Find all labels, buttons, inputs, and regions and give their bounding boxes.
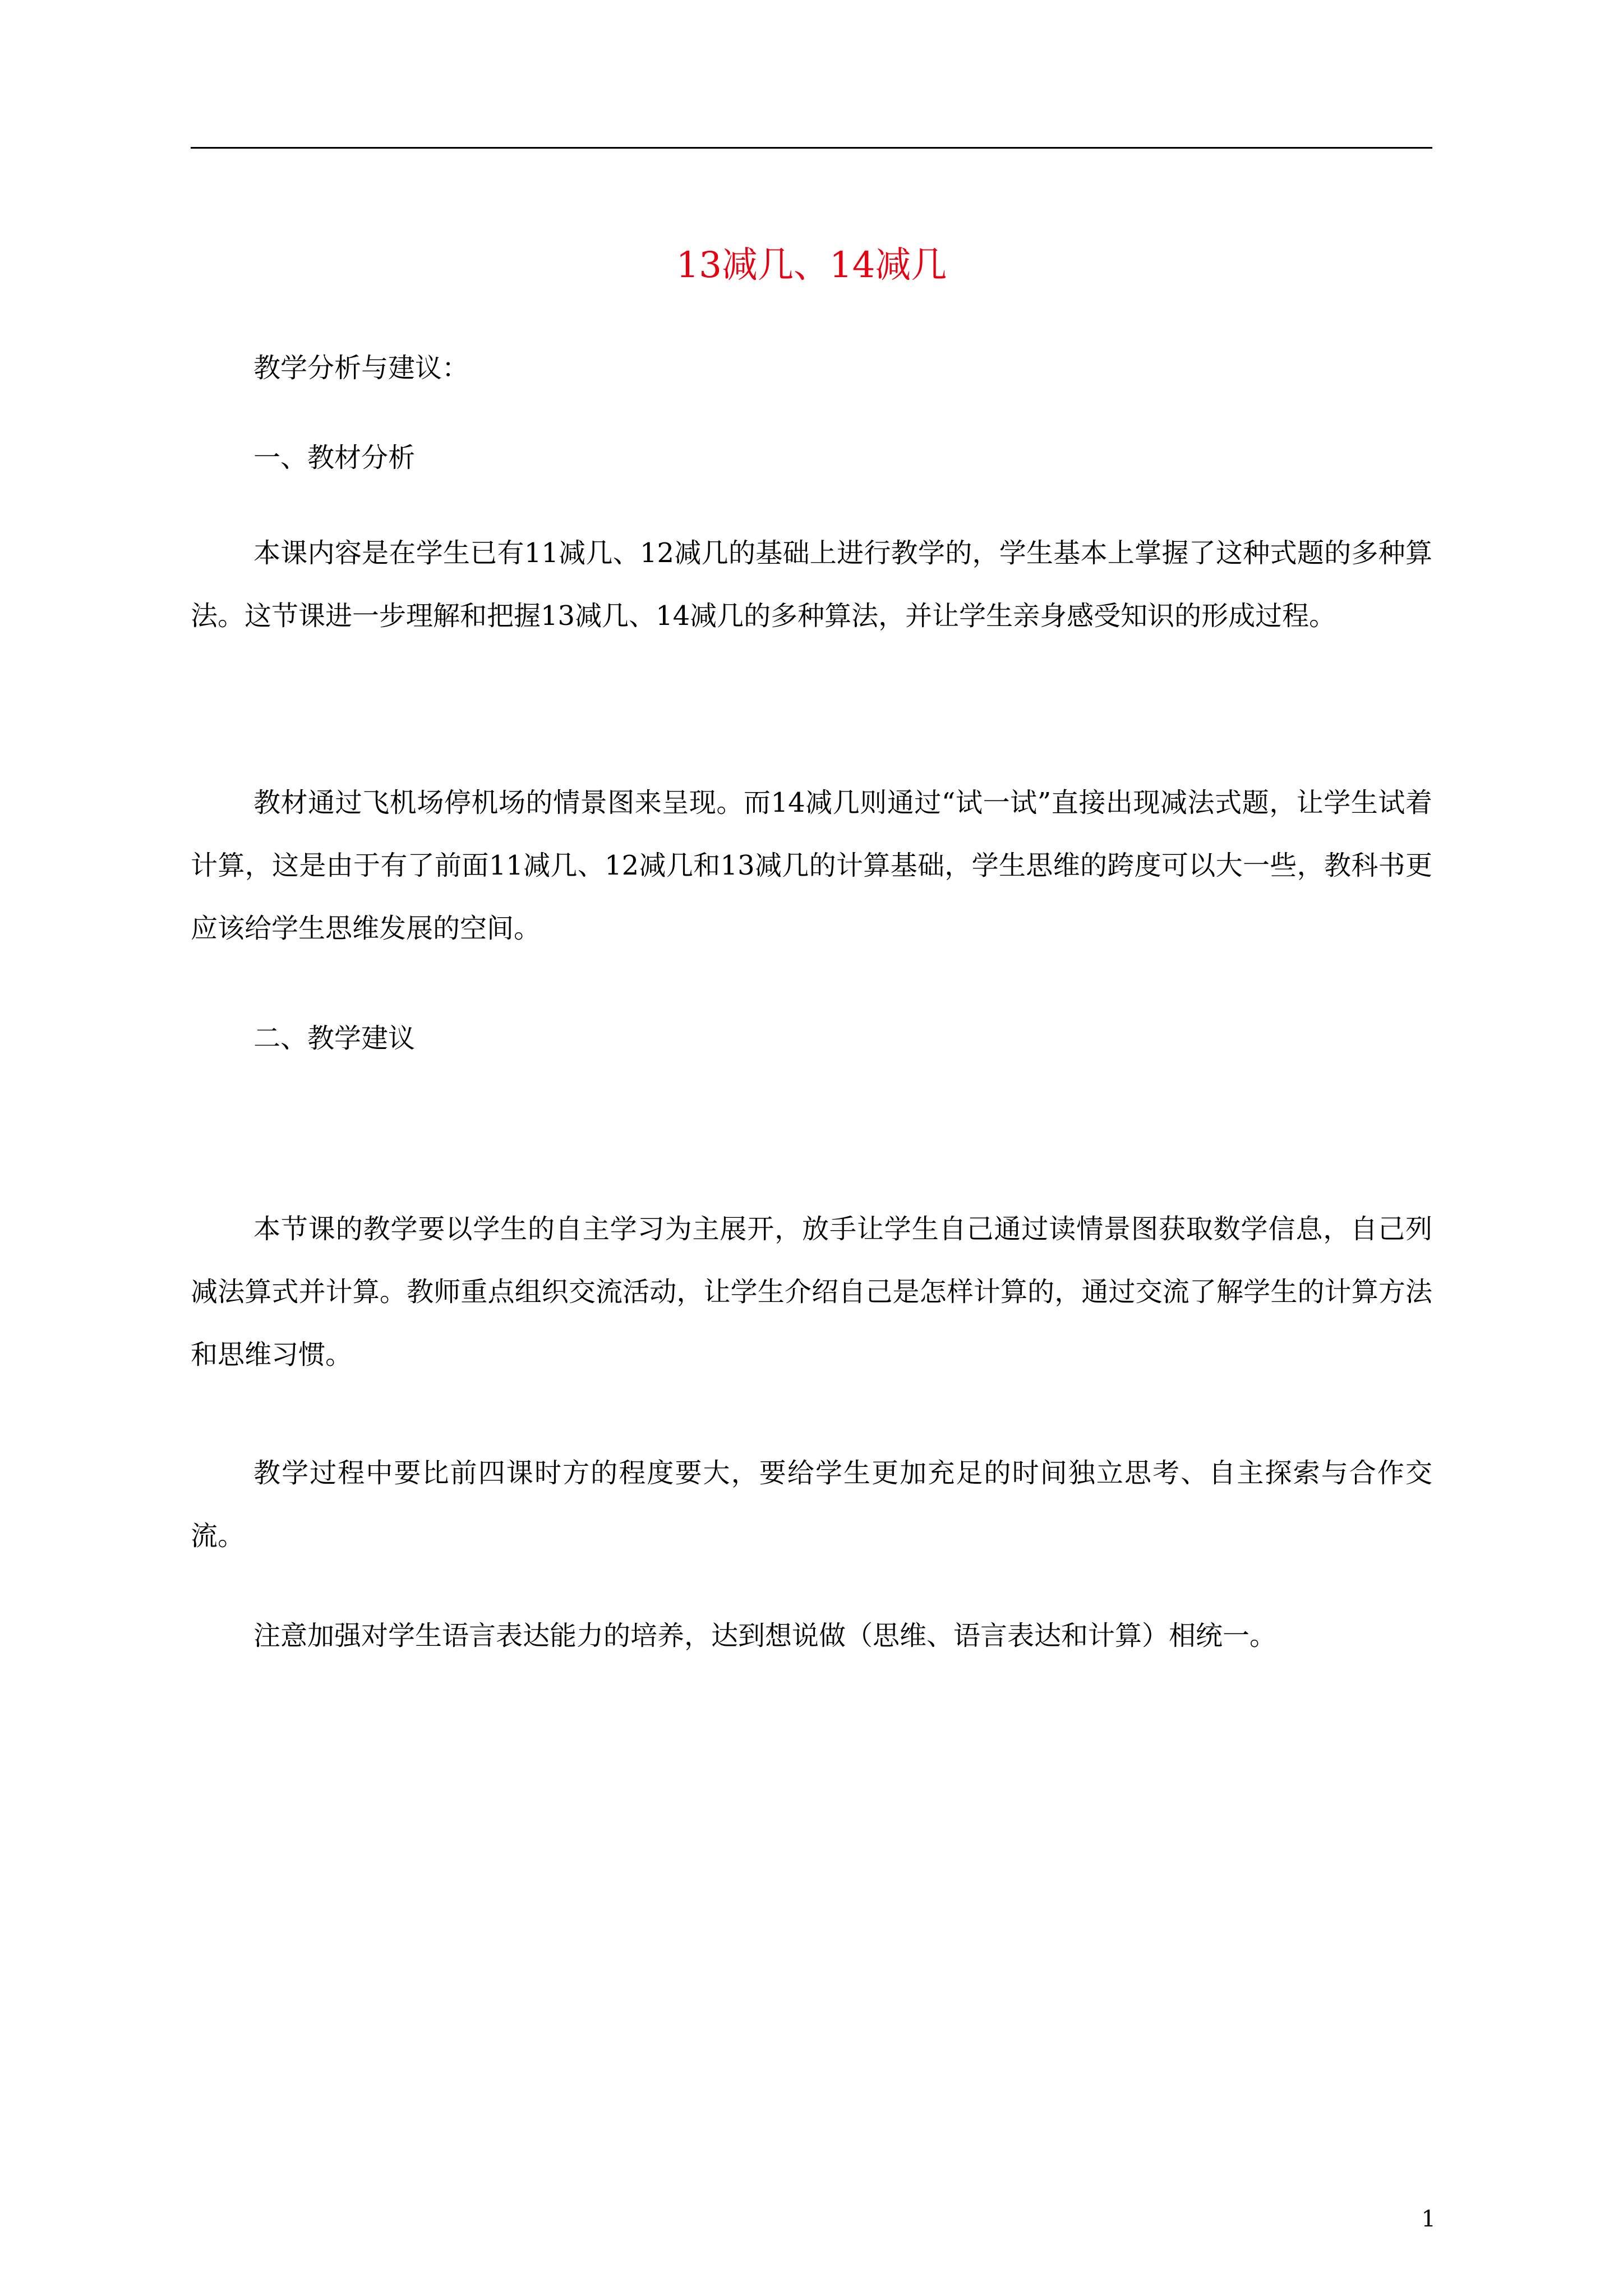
intro-label: 教学分析与建议： [253,352,469,384]
section2-heading: 二、教学建议 [253,1023,416,1054]
section2-paragraph-3: 注意加强对学生语言表达能力的培养，达到想说做（思维、语言表达和计算）相统一。 [253,1620,1277,1651]
section1-paragraph-1: 本课内容是在学生已有11减几、12减几的基础上进行教学的，学生基本上掌握了这种式题的多种算法。这节课进一步理解和把握13减几、14减几的多种算法，并让学生亲身感受知识的形成过程。 [191,537,1432,632]
header-rule [191,147,1432,149]
page-number: 1 [1421,2206,1436,2232]
section1-heading: 一、教材分析 [253,442,416,473]
section2-paragraph-2: 教学过程中要比前四课时方的程度要大，要给学生更加充足的时间独立思考、自主探索与合作交流。 [191,1457,1432,1552]
section1-paragraph-2: 教材通过飞机场停机场的情景图来呈现。而14减几则通过“试一试”直接出现减法式题，让学生试着计算，这是由于有了前面11减几、12减几和13减几的计算基础，学生思维的跨度可以大一些，教科书更应该给学生思维发展的空间。 [191,787,1432,944]
document-title: 13减几、14减几 [676,245,947,286]
section2-paragraph-1: 本节课的教学要以学生的自主学习为主展开，放手让学生自己通过读情景图获取数学信息，自己列减法算式并计算。教师重点组织交流活动，让学生介绍自己是怎样计算的，通过交流了解学生的计算方法和思维习惯。 [191,1213,1432,1370]
